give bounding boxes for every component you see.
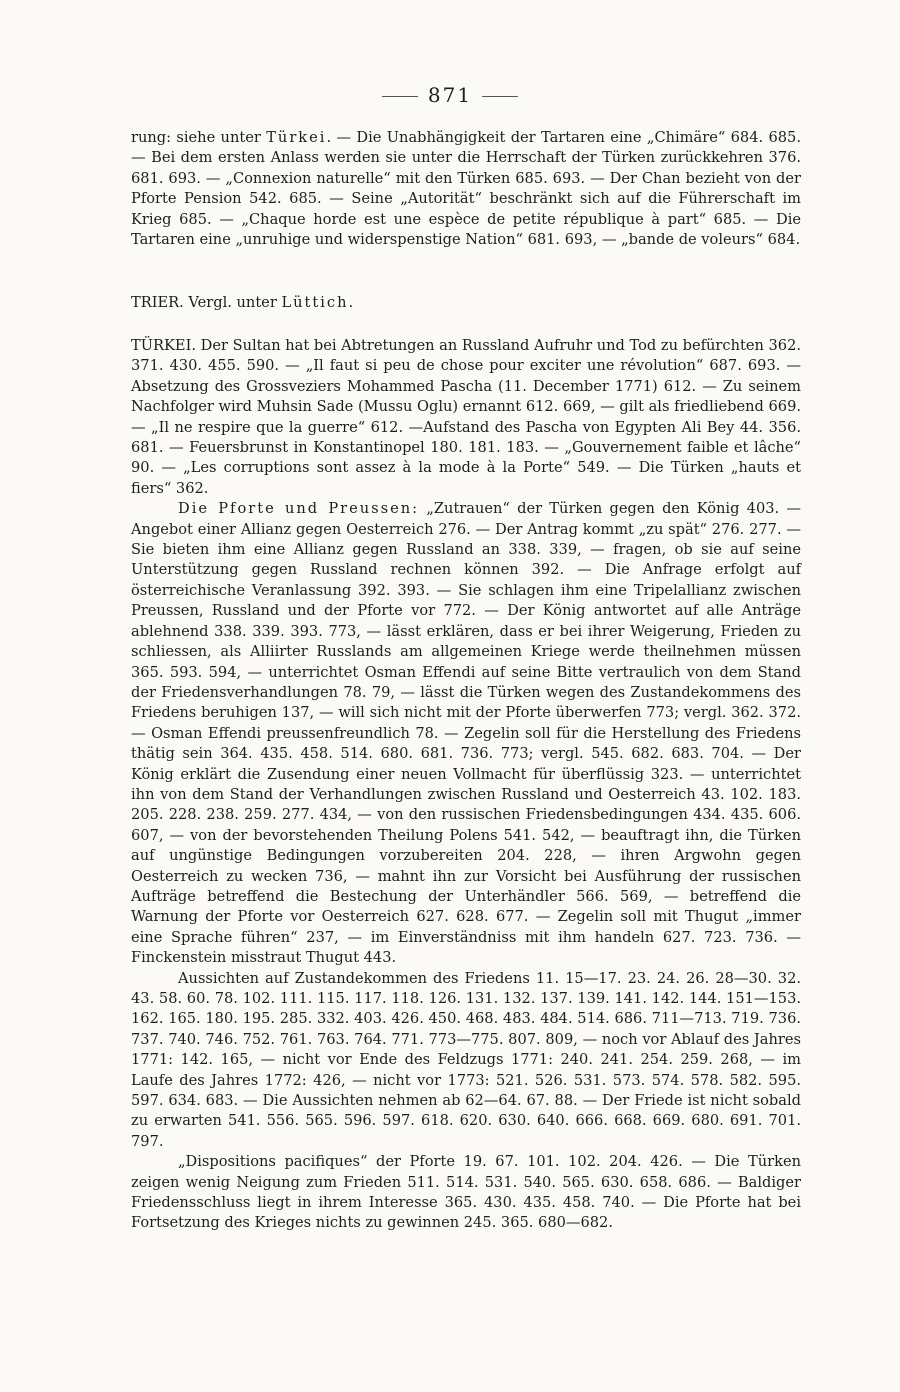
cross-reference-tuerkei: Türkei — [266, 129, 327, 146]
tuerkei-text-1: Der Sultan hat bei Abtretungen an Russland Aufruhr und Tod zu befürchten 362. 371. 430. 455. 590. — „Il faut si peu de chose pour exciter une révolution“ 687. 693. — Absetzung des Grossveziers Mohammed Pascha (11. December 1771) 612. — Zu seinem Nachfolger wird Muhsin Sade (Mussu Oglu) ernannt 612. 669, — gilt als friedliebend 669. — „Il ne respire que la guerre“ 612. —Aufstand des Pascha von Egypten Ali Bey 44. 356. 681. — Feuersbrunst in Konstantinopel 180. 181. 183. — „Gouvernement faible et lâche“ 90. — „Les corruptions sont assez à la mode à la Porte“ 549. — Die Türken „hauts et fiers“ 362. — [131, 337, 801, 497]
continuation-text-a: rung: siehe unter — [131, 129, 267, 146]
tuerkei-text-2: „Zutrauen“ der Türken gegen den König 403. — Angebot einer Allianz gegen Oesterreich 276. — Der Antrag kommt „zu spät“ 276. 277. — Sie bieten ihm eine Allianz gegen Russland an 338. 339, — fragen, ob sie auf seine Unterstützung gegen Russland rechnen können 392. — Die Anfrage erfolgt auf österreichische Veranlassung 392. 393. — Sie schlagen ihm eine Tripelallianz zwischen Preussen, Russland und der Pforte vor 772. — Der König antwortet auf alle Anträge ablehnend 338. 339. 393. 773, — lässt erklären, dass er bei ihrer Weigerung, Frieden zu schliessen, als Alliirter Russlands am allgemeinen Kriege werde theilnehmen müssen 365. 593. 594, — unterrichtet Osman Effendi auf seine Bitte vertraulich von dem Stand der Friedensverhandlungen 78. 79, — lässt die Türken wegen des Zustandekommens des Friedens beruhigen 137, — will sich nicht mit der Pforte überwerfen 773; vergl. 362. 372. — Osman Effendi preussenfreundlich 78. — Zegelin soll für die Herstellung des Friedens thätig sein 364. 435. 458. 514. 680. 681. 736. 773; vergl. 545. 682. 683. 704. — Der König erklärt die Zusendung einer neuen Vollmacht für überflüssig 323. — unterrichtet ihn von dem Stand der Verhandlungen zwischen Russland und Oesterreich 43. 102. 183. 205. 228. 238. 259. 277. 434, — von den russischen Friedensbedingungen 434. 435. 606. 607, — von der bevorstehenden Theilung Polens 541. 542, — beauftragt ihn, die Türken auf ungünstige Bedingungen vorzubereiten 204. 228, — ihren Argwohn gegen Oesterreich zu wecken 736, — mahnt ihn zur Vorsicht bei Ausführung der russischen Aufträge betreffend die Bestechung der Unterhändler 566. 569, — betreffend die Warnung der Pforte vor Oesterreich 627. 628. 677. — Zegelin soll mit Thugut „immer eine Sprache führen“ 237, — im Einverständniss mit ihm handeln 627. 723. 736. — Finckenstein misstraut Thugut 443. — [131, 500, 801, 967]
tuerkei-entry — [131, 336, 801, 1234]
header-rule-right — [482, 96, 518, 97]
trier-text-a: Vergl. unter — [183, 294, 282, 311]
continuation-entry — [131, 128, 801, 250]
continuation-text-c: . — Die Unabhängigkeit der Tartaren eine „Chimäre“ 684. 685. — Bei dem ersten Anlass werden sie unter die Herrschaft der Türken zurückkehren 376. 681. 693. — „Connexion naturelle“ mit den Türken 685. 693. — Der Chan bezieht von der Pforte Pension 542. 685. — Seine „Autorität“ beschränkt sich auf die Führerschaft im Krieg 685. — „Chaque horde est une espèce de petite république à part“ 685. — Die Tartaren eine „unruhige und widerspenstige Nation“ 681. 693, — „bande de voleurs“ 684. — [131, 129, 801, 249]
trier-paragraph — [131, 293, 801, 313]
header-rule-left — [382, 96, 418, 97]
tuerkei-paragraph-2 — [131, 499, 801, 968]
entry-head-trier: TRIER. — [131, 294, 184, 311]
tuerkei-paragraph-4: „Dispositions pacifiques“ der Pforte 19. 67. 101. 102. 204. 426. — Die Türken zeigen wenig Neigung zum Frieden 511. 514. 531. 540. 565. 630. 658. 686. — Baldiger Friedensschluss liegt in ihrem Interesse 365. 430. 435. 458. 740. — Die Pforte hat bei Fortsetzung des Krieges nichts zu gewinnen 245. 365. 680—682. — [131, 1153, 801, 1232]
tuerkei-paragraph-1 — [131, 336, 801, 499]
trier-entry — [131, 293, 801, 313]
tuerkei-paragraph-3: Aussichten auf Zustandekommen des Friedens 11. 15—17. 23. 24. 26. 28—30. 32. 43. 58. 60. 78. 102. 111. 115. 117. 118. 126. 131. 132. 137. 139. 141. 142. 144. 151—153. 162. 165. 180. 195. 285. 332. 403. 426. 450. 468. 483. 484. 514. 686. 711—713. 719. 736. 737. 740. 746. 752. 761. 763. 764. 771. 773—775. 807. 809, — noch vor Ablauf des Jahres 1771: 142. 165, — nicht vor Ende des Feldzugs 1771: 240. 241. 254. 259. 268, — im Laufe des Jahres 1772: 426, — nicht vor 1773: 521. 526. 531. 573. 574. 578. 582. 595. 597. 634. 683. — Die Aussichten nehmen ab 62—64. 67. 88. — Der Friede ist nicht sobald zu erwarten 541. 556. 565. 596. 597. 618. 620. 630. 640. 666. 668. 669. 680. 691. 701. 797. — [131, 969, 801, 1150]
trier-text-c: . — [348, 294, 354, 311]
subhead-pforte-preussen: Die Pforte und Preussen: — [178, 500, 420, 518]
page-header — [0, 83, 900, 107]
cross-reference-luettich: Lüttich — [281, 294, 349, 311]
entry-head-tuerkei: TÜRKEI. — [131, 337, 196, 354]
continuation-paragraph — [131, 128, 801, 250]
page-number: 871 — [427, 83, 473, 107]
